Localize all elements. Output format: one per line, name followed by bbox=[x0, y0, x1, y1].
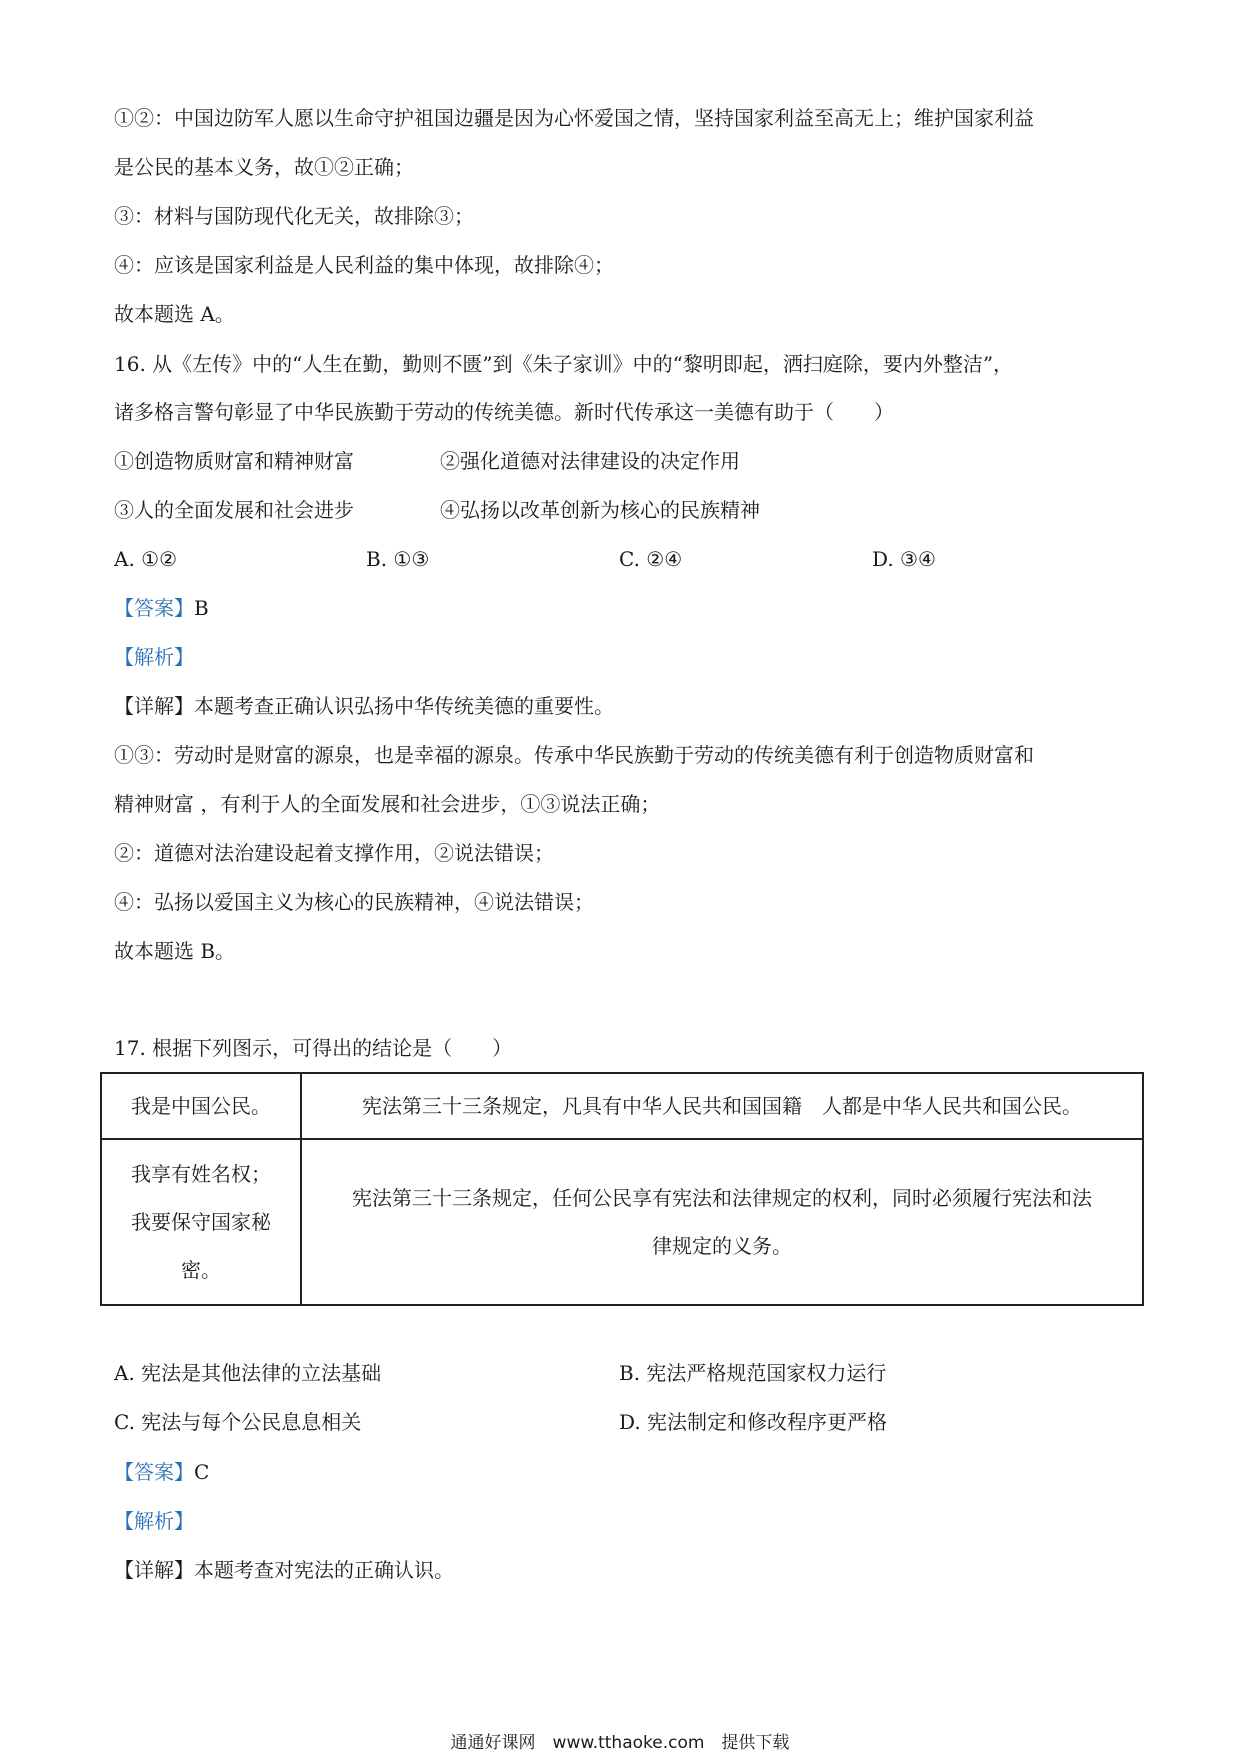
option-b: B. 宪法严格规范国家权力运行 bbox=[619, 1361, 887, 1385]
detail-line: 【详解】本题考查对宪法的正确认识。 bbox=[114, 1558, 454, 1582]
option-c: C. ②④ bbox=[619, 547, 683, 571]
answer-line bbox=[114, 1458, 209, 1486]
explanation-line: ②：道德对法治建设起着支撑作用，②说法错误； bbox=[114, 841, 554, 865]
question-16-item: ①创造物质财富和精神财富 bbox=[114, 449, 354, 473]
answer-value: C bbox=[194, 1460, 210, 1484]
option-c: C. 宪法与每个公民息息相关 bbox=[114, 1410, 362, 1434]
option-b: B. ①③ bbox=[366, 547, 430, 571]
table-cell bbox=[301, 1139, 1143, 1305]
detail-line: 【详解】本题考查正确认识弘扬中华传统美德的重要性。 bbox=[114, 694, 614, 718]
analysis-tag: 【解析】 bbox=[114, 645, 194, 669]
question-16-stem: 16. 从《左传》中的“人生在勤，勤则不匮”到《朱子家训》中的“黎明即起，洒扫庭除，要内外整洁”， bbox=[114, 352, 1014, 376]
question-16-stem: 诸多格言警句彰显了中华民族勤于劳动的传统美德。新时代传承这一美德有助于（ ） bbox=[114, 400, 894, 424]
cell-line: 密。 bbox=[181, 1258, 221, 1282]
question-16-item: ④弘扬以改革创新为核心的民族精神 bbox=[440, 498, 760, 522]
question-16-item: ③人的全面发展和社会进步 bbox=[114, 498, 354, 522]
answer-tag: 【答案】 bbox=[114, 596, 194, 620]
question-17-table bbox=[100, 1072, 1144, 1306]
explanation-line: 故本题选 B。 bbox=[114, 939, 236, 963]
explanation-line: 精神财富 ，有利于人的全面发展和社会进步，①③说法正确； bbox=[114, 792, 661, 816]
analysis-line: ④：应该是国家利益是人民利益的集中体现，故排除④； bbox=[114, 253, 614, 277]
answer-tag: 【答案】 bbox=[114, 1460, 194, 1484]
cell-line: 我要保守国家秘 bbox=[131, 1210, 271, 1234]
table-cell: 我是中国公民。 bbox=[101, 1073, 301, 1139]
answer-value: B bbox=[194, 596, 209, 620]
cell-line: 律规定的义务。 bbox=[652, 1234, 792, 1258]
question-16-item: ②强化道德对法律建设的决定作用 bbox=[440, 449, 740, 473]
analysis-line: 是公民的基本义务，故①②正确； bbox=[114, 155, 414, 179]
analysis-tag: 【解析】 bbox=[114, 1509, 194, 1533]
analysis-line: ③：材料与国防现代化无关，故排除③； bbox=[114, 204, 474, 228]
cell-line: 我享有姓名权； bbox=[131, 1162, 271, 1186]
cell-line: 宪法第三十三条规定，任何公民享有宪法和法律规定的权利，同时必须履行宪法和法 bbox=[352, 1186, 1092, 1210]
option-d: D. 宪法制定和修改程序更严格 bbox=[619, 1410, 888, 1434]
question-17-stem: 17. 根据下列图示，可得出的结论是（ ） bbox=[114, 1036, 513, 1060]
analysis-line: ①②：中国边防军人愿以生命守护祖国边疆是因为心怀爱国之情，坚持国家利益至高无上；维护国家利益 bbox=[114, 106, 1034, 130]
option-a: A. ①② bbox=[114, 547, 178, 571]
answer-line bbox=[114, 594, 209, 622]
table-row bbox=[101, 1139, 1143, 1305]
table-row bbox=[101, 1073, 1143, 1139]
option-d: D. ③④ bbox=[872, 547, 936, 571]
explanation-line: ①③：劳动时是财富的源泉，也是幸福的源泉。传承中华民族勤于劳动的传统美德有利于创造物质财富和 bbox=[114, 743, 1034, 767]
explanation-line: ④：弘扬以爱国主义为核心的民族精神，④说法错误； bbox=[114, 890, 594, 914]
option-a: A. 宪法是其他法律的立法基础 bbox=[114, 1361, 382, 1385]
table-cell bbox=[101, 1139, 301, 1305]
analysis-line: 故本题选 A。 bbox=[114, 302, 235, 326]
table-cell: 宪法第三十三条规定，凡具有中华人民共和国国籍 人都是中华人民共和国公民。 bbox=[301, 1073, 1143, 1139]
page-footer: 通通好课网 www.tthaoke.com 提供下载 bbox=[450, 1733, 790, 1753]
